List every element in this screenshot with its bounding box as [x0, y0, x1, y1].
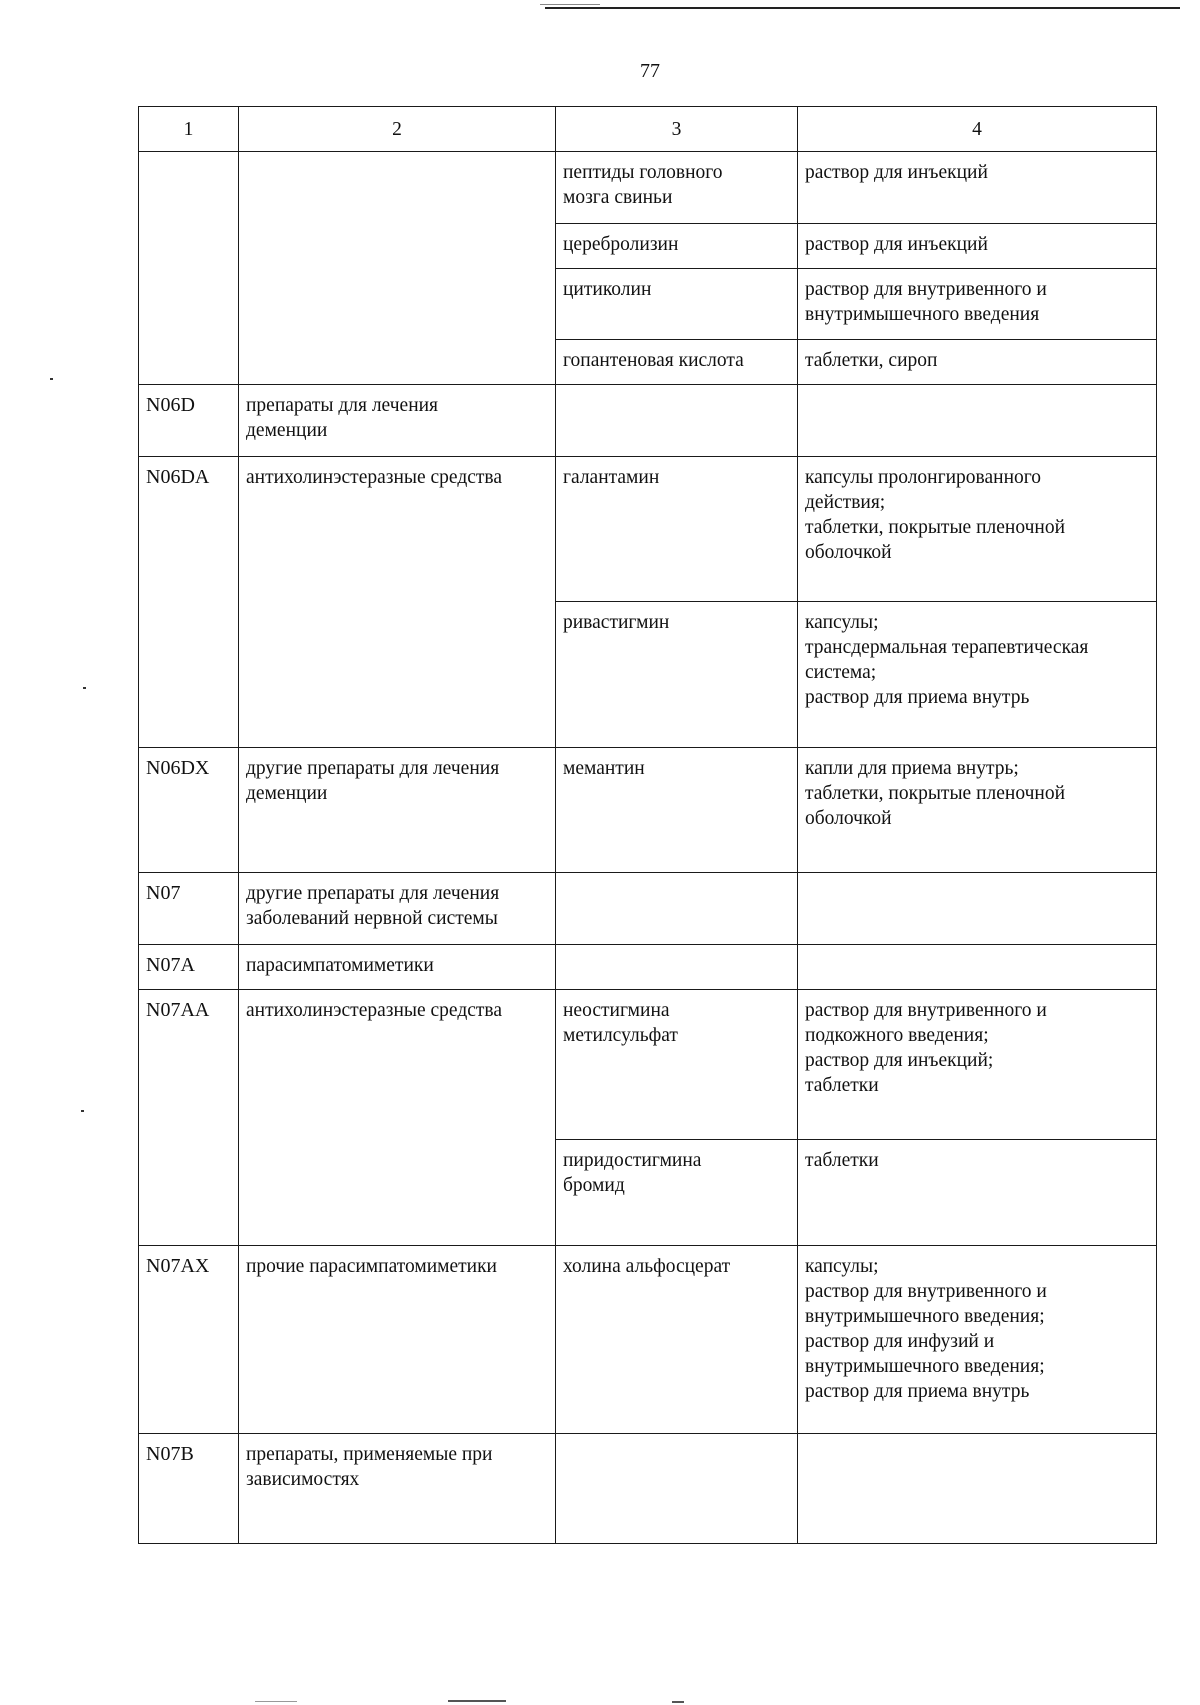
group-name: другие препараты для лечения заболеваний нервной системы: [239, 873, 556, 945]
dosage-form: капсулы; трансдермальная терапевтическая система; раствор для приема внутрь: [798, 602, 1157, 748]
drug-list-table: [138, 106, 1157, 1544]
dosage-form: раствор для инъекций: [798, 152, 1157, 224]
atc-code: N07AA: [139, 990, 239, 1246]
bottom-scan-mark: [255, 1701, 297, 1702]
drug-name: [556, 385, 798, 457]
dosage-form: раствор для внутривенного и подкожного введения; раствор для инъекций; таблетки: [798, 990, 1157, 1140]
margin-scan-mark: [83, 687, 86, 689]
atc-code: N07AX: [139, 1246, 239, 1434]
drug-name: ривастигмин: [556, 602, 798, 748]
dosage-form: капсулы пролонгированного действия; таблетки, покрытые пленочной оболочкой: [798, 457, 1157, 602]
drug-name: галантамин: [556, 457, 798, 602]
page-number: 77: [640, 60, 660, 82]
drug-name: холина альфосцерат: [556, 1246, 798, 1434]
drug-name: пептиды головного мозга свиньи: [556, 152, 798, 224]
atc-code: N06DX: [139, 748, 239, 873]
group-name: прочие парасимпатомиметики: [239, 1246, 556, 1434]
drug-name: цитиколин: [556, 269, 798, 340]
dosage-form: капли для приема внутрь; таблетки, покрытые пленочной оболочкой: [798, 748, 1157, 873]
group-name: препараты для лечения деменции: [239, 385, 556, 457]
header-col-3: 3: [556, 107, 798, 152]
table-row: [139, 990, 1157, 1140]
drug-name: [556, 945, 798, 990]
atc-code: N07A: [139, 945, 239, 990]
drug-name: церебролизин: [556, 224, 798, 269]
dosage-form: капсулы; раствор для внутривенного и внутримышечного введения; раствор для инфузий и внутримышечного введения; раствор для приема внутрь: [798, 1246, 1157, 1434]
atc-code: N06DA: [139, 457, 239, 748]
group-name: парасимпатомиметики: [239, 945, 556, 990]
atc-code: [139, 152, 239, 385]
table-row: [139, 748, 1157, 873]
drug-name: мемантин: [556, 748, 798, 873]
atc-code: N07: [139, 873, 239, 945]
table-row: [139, 873, 1157, 945]
table-row: [139, 945, 1157, 990]
bottom-scan-mark: [672, 1701, 684, 1703]
bottom-scan-mark: [448, 1700, 506, 1702]
dosage-form: [798, 945, 1157, 990]
group-name: антихолинэстеразные средства: [239, 990, 556, 1246]
atc-code: N06D: [139, 385, 239, 457]
margin-scan-mark: [81, 1110, 84, 1112]
header-col-1: 1: [139, 107, 239, 152]
top-rule: [545, 7, 1180, 9]
margin-scan-mark: [50, 378, 53, 380]
drug-name: гопантеновая кислота: [556, 340, 798, 385]
table-row: [139, 457, 1157, 602]
dosage-form: таблетки: [798, 1140, 1157, 1246]
table-row: [139, 1246, 1157, 1434]
dosage-form: [798, 1434, 1157, 1544]
group-name: антихолинэстеразные средства: [239, 457, 556, 748]
table-row: [139, 1434, 1157, 1544]
group-name: препараты, применяемые при зависимостях: [239, 1434, 556, 1544]
table-row: [139, 152, 1157, 224]
drug-name: неостигмина метилсульфат: [556, 990, 798, 1140]
drug-name: пиридостигмина бромид: [556, 1140, 798, 1246]
dosage-form: раствор для внутривенного и внутримышечного введения: [798, 269, 1157, 340]
dosage-form: таблетки, сироп: [798, 340, 1157, 385]
header-row: [139, 107, 1157, 152]
dosage-form: [798, 385, 1157, 457]
atc-code: N07B: [139, 1434, 239, 1544]
drug-name: [556, 873, 798, 945]
dosage-form: [798, 873, 1157, 945]
dosage-form: раствор для инъекций: [798, 224, 1157, 269]
group-name: другие препараты для лечения деменции: [239, 748, 556, 873]
header-col-2: 2: [239, 107, 556, 152]
top-rule-dash: [540, 4, 600, 5]
table-row: [139, 385, 1157, 457]
drug-name: [556, 1434, 798, 1544]
header-col-4: 4: [798, 107, 1157, 152]
group-name: [239, 152, 556, 385]
